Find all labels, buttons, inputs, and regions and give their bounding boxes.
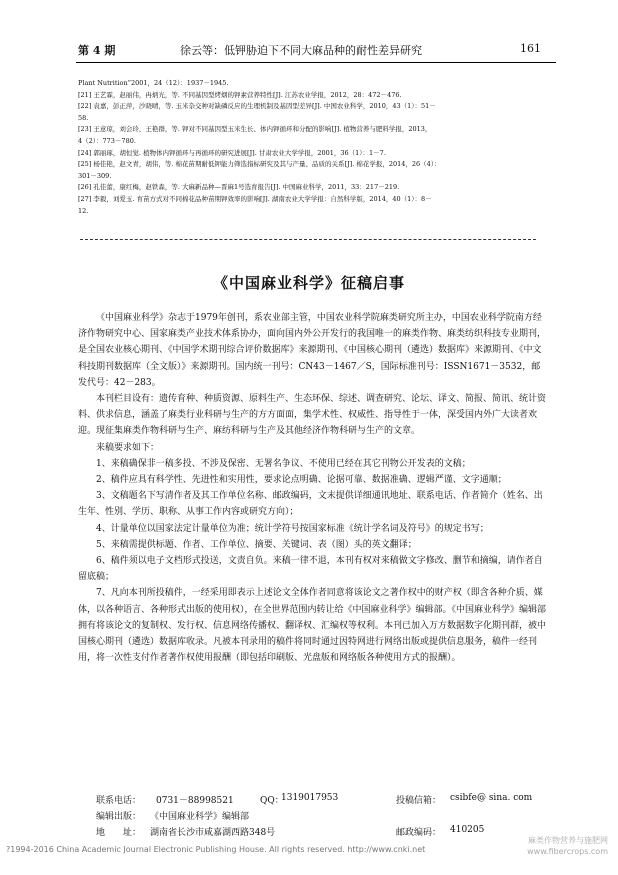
requirement-item: 2、稿件应具有科学性、先进性和实用性，要求论点明确、论据可靠、数据准确、逻辑严谨、文字通顺； [96, 475, 507, 486]
reference-line: [22] 袁嘉，彭正萍，沙晓晴，等. 玉米杂交种对缺磷反应的生理机制及基因型差异[J]. 中国农业科学，2010，43（1）：51－ [78, 102, 436, 111]
section-divider [80, 239, 536, 240]
requirements-heading: 来稿要求如下： [96, 442, 160, 453]
requirement-item: 4、计量单位以国家法定计量单位为准；统计学符号按国家标准《统计学名词及符号》的规定书写； [96, 523, 489, 534]
qq-number: 1319017953 [281, 793, 339, 803]
notice-title: 《中国麻业科学》征稿启事 [212, 274, 405, 292]
reference-line: [25] 杨佳艳，赵文青，胡伟，等. 棉花苗期耐低钾能力筛选指标研究及其与产量、品质的关系[J]. 棉花学报，2014，26（4）： [78, 160, 441, 169]
notice-scope: 本刊栏目设有：遗传育种、种质资源、原料生产、生态环保、综述、调查研究、论坛、译文、简报、简讯、统计资料、供求信息，涵盖了麻类行业科研与生产的方方面面，集学术性、权威性、指导性于一体，深受国内外广大读者欢迎。现征集麻类作物科研与生产、麻纺科研与生产及其他经济作物科研与生产的文章。 [78, 394, 547, 437]
issue-number: 第 4 期 [78, 44, 116, 57]
reference-line: [27] 李毅，刘爱玉. 育苗方式对不同棉花品种苗期钾效率的影响[J]. 湖南农业大学学报：自然科学版，2014，40（1）：8－ [78, 194, 432, 203]
reference-line: 4（2）：773－780. [78, 136, 136, 145]
zip-label: 邮政编码： [396, 828, 442, 838]
zip-code: 410205 [450, 825, 485, 835]
email-label: 投稿信箱： [396, 796, 442, 806]
running-title: 徐云等：低钾胁迫下不同大麻品种的耐性差异研究 [180, 44, 422, 57]
requirement-item: 6、稿件须以电子文档形式投送，文责自负。来稿一律不退，本刊有权对来稿做文字修改、删节和摘编，请作者自留底稿； [78, 556, 543, 583]
reference-line: [21] 王艺霖，赵丽伟，冉炳光，等. 不同基因型烤烟的钾素营养特性[J]. 江苏农业学报，2012，28：472－476. [78, 90, 402, 99]
reference-line: Plant Nutrition”2001，24（12）：1937－1945. [78, 79, 229, 87]
header-rule [76, 62, 556, 63]
reference-line: [24] 郭丽琢，胡恒觉. 植物体内钾循环与再循环的研究进展[J]. 甘肃农业大学学报，2001，36（1）：1－7. [78, 148, 386, 157]
watermark-url: www.fibercrops.com [527, 847, 608, 856]
phone-number: 0731－88998521 [156, 796, 234, 806]
reference-line: 12. [78, 206, 89, 215]
requirement-item: 7、凡向本刊所投稿件，一经采用即表示上述论文全体作者同意将该论文之著作权中的财产权（即含各种介质、媒体，以各种语言、各种形式出版的使用权），在全世界范围内转让给《中国麻业科学》编辑部。《中国麻业科学》编辑部拥有将该论文的复制权、发行权、信息网络传播权、翻译权、汇编权等权利。本刊已加入万方数据数字化期刊群，被中国核心期刊（遴选）数据库收录。凡被本刊录用的稿件将同时通过因特网进行网络出版或提供信息服务，稿件一经刊用，将一次性支付作者著作权使用报酬（即包括印刷版、光盘版和网络版各种使用方式的报酬）。 [78, 588, 547, 664]
notice-intro: 《中国麻业科学》杂志于1979年创刊，系农业部主管，中国农业科学院麻类研究所主办，中国农业科学院南方经济作物研究中心、国家麻类产业技术体系协办，面向国内外公开发行的我国唯一的麻类作物、麻类纺织科技专业期刊，是全国农业核心期刊、《中国学术期刊综合评价数据库》来源期刊、《中国核心期刊（遴选）数据库》来源期刊、《中文科技期刊数据库（全文版）》来源期刊。国内统一刊号：CN43－1467／S，国际标准刊号：ISSN1671－3532，邮发代号：42－283。 [78, 313, 547, 388]
reference-list [78, 78, 548, 217]
email-address[interactable]: csibfe@ sina. com [450, 793, 533, 803]
reference-line: [23] 王意琼，刘会玲，王艳群，等. 钾对不同基因型玉米生长、体内钾循环和分配的影响[J]. 植物营养与肥料学报，2013， [78, 125, 432, 134]
requirement-item: 1、来稿确保非一稿多投、不涉及保密、无署名争议、不使用已经在其它刊物公开发表的文稿； [96, 458, 471, 469]
reference-line: [26] 孔佳蕾，康红梅，赵铁森，等. 大麻新品种—晋麻1号选育报告[J]. 中国麻业科学，2011，33：217－219. [78, 183, 400, 192]
requirement-item: 3、文稿题名下写清作者及其工作单位名称、邮政编码，文末提供详细通讯地址、联系电话、作者简介（姓名、出生年、性别、学历、职称、从事工作内容或研究方向）； [78, 491, 543, 518]
address-label: 地 址： [96, 828, 142, 838]
site-watermark [527, 835, 608, 857]
page-footer [6, 836, 612, 856]
copyright-line: ?1994-2016 China Academic Journal Electronic Publishing House. All rights reserved. http://www.cnki.net [6, 845, 426, 854]
phone-label: 联系电话： [96, 796, 142, 806]
notice-body [78, 310, 548, 666]
requirement-item: 5、来稿需提供标题、作者、工作单位、摘要、关键词、表（图）头的英文翻译； [96, 539, 417, 550]
publisher-label: 编辑出版： [96, 812, 142, 822]
page-header [0, 0, 618, 64]
watermark-name: 麻类作物营养与施肥网 [528, 836, 608, 845]
address-text: 湖南省长沙市咸嘉湖西路348号 [150, 828, 276, 838]
publisher-name: 《中国麻业科学》编辑部 [150, 812, 250, 822]
page-number: 161 [520, 42, 541, 55]
reference-line: 58. [78, 113, 89, 122]
qq-label: QQ： [260, 796, 284, 806]
reference-line: 301－309. [78, 171, 112, 180]
